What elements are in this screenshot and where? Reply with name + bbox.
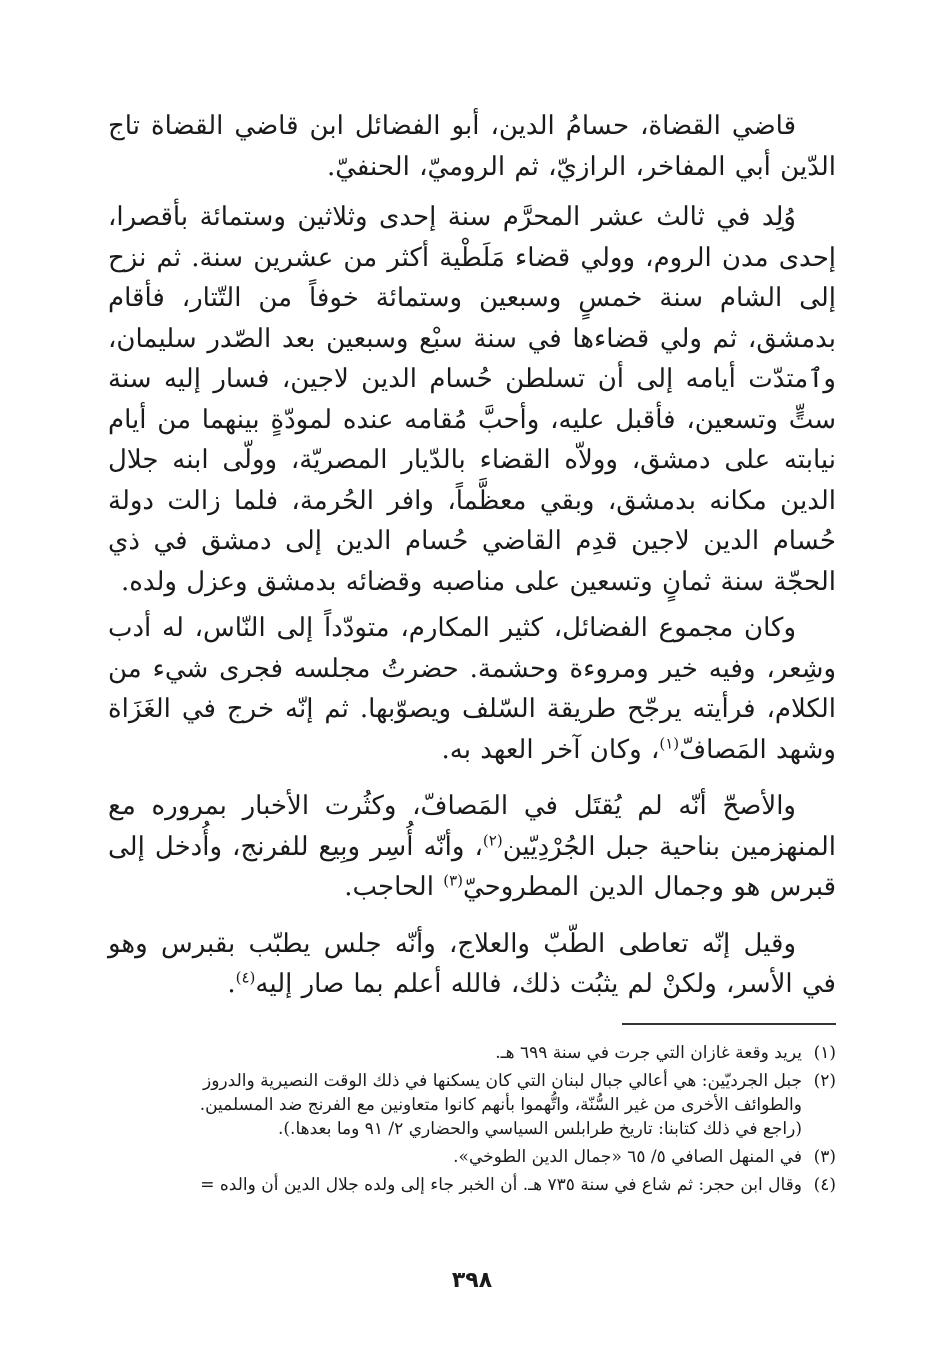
footnotes-section (108, 1023, 836, 1201)
paragraph-2-line-6: لمودّةٍ بينهما من أيام نيابته على دمشق، وولاّه القضاء بالدّيار المصريّة، وولّى (108, 404, 837, 475)
footnote-2 (108, 1069, 836, 1141)
footnote-number: (١) (813, 1043, 836, 1063)
page-number: ٣٩٨ (451, 1268, 493, 1293)
paragraph-2-line-3: خمسٍ وسبعين وستمائة خوفاً من التّتار، فأقام بدمشق، ثم ولي قضاءها في (108, 283, 837, 354)
paragraph-5 (108, 924, 836, 1005)
paragraph-3-line-1: وكان مجموع الفضائل، كثير المكارم، متودّداً إلى النّاس، له أدب (108, 613, 796, 643)
paragraph-5-line-2b: . (227, 969, 236, 999)
footnote-line: وقال ابن حجر: ثم شاع في سنة ٧٣٥ هـ. أن الخبر جاء إلى ولده جلال الدين أن والده = (200, 1175, 802, 1195)
paragraph-2-line-8: حُسام الدين لاجين قدِم القاضي حُسام الدين إلى دمشق في ذي الحجّة سنة (108, 526, 836, 597)
paragraph-4 (108, 786, 836, 908)
footnote-ref-1[interactable]: (١) (659, 733, 680, 752)
footnote-ref-3[interactable]: (٣) (443, 871, 463, 890)
footnote-4 (108, 1173, 836, 1197)
footnote-text (108, 1173, 802, 1197)
paragraph-3-line-4b: ، وكان آخر العهد به. (441, 734, 660, 765)
footnote-number: (٣) (813, 1147, 836, 1167)
paragraph-2 (108, 197, 836, 602)
footnote-line: جبل الجرديّين: هي أعالي جبال لبنان التي كان يسكنها في ذلك الوقت النصيرية والدروز (203, 1071, 802, 1091)
paragraph-4-line-2a: المنهزمين بناحية جبل الجُرْدِيّين (502, 831, 836, 862)
paragraph-4-line-2b: ، وأنّه أُسِر وبِيع للفرنج، وأُدخل إلى قبرس (108, 831, 836, 902)
footnote-separator (622, 1023, 836, 1025)
paragraph-3-line-3: فرأيته يرجّح طريقة السّلف ويصوّبها. ثم إنّه خرج في الغَزَاة وشهد (108, 694, 836, 765)
footnote-text (108, 1041, 802, 1065)
paragraph-3-line-2: وشِعر، وفيه خير ومروءة وحشمة. حضرتُ مجلسه فجرى شيء من الكلام، (108, 653, 836, 724)
book-page (108, 106, 836, 1356)
paragraph-2-line-4: سنة سبْع وسبعين بعد الصّدر سليمان، وٱمتدّت أيامه إلى أن تسلطن حُسام (108, 323, 836, 394)
footnote-text (108, 1069, 802, 1141)
paragraph-4-line-3b: الحاجب. (344, 872, 444, 902)
paragraph-2-line-9: ثمانٍ وتسعين على مناصبه وقضائه بدمشق وعزل ولده. (120, 566, 712, 597)
footnote-text (108, 1145, 802, 1169)
footnote-ref-2[interactable]: (٢) (482, 830, 503, 849)
paragraph-3-line-4a: المَصافّ (679, 734, 767, 765)
paragraph-2-line-5: الدين لاجين، فسار إليه سنة ستٍّ وتسعين، فأقبل عليه، وأحبَّ مُقامه عنده (108, 364, 837, 435)
paragraph-4-line-1: والأصحّ أنّه لم يُقتَل في المَصافّ، وكثُرت الأخبار بمروره مع (108, 791, 796, 821)
paragraph-2-line-7: ابنه جلال الدين مكانه بدمشق، وبقي معظَّماً، وافر الحُرمة، فلما زالت دولة (108, 445, 836, 516)
footnote-1 (108, 1041, 836, 1065)
paragraph-1-line-2: أبي المفاخر، الرازيّ، ثم الروميّ، الحنفيّ. (326, 151, 771, 182)
paragraph-1-line-1: قاضي القضاة، حسامُ الدين، أبو الفضائل ابن قاضي القضاة تاج الدّين (108, 111, 836, 182)
footnote-line: (راجع في ذلك كتابنا: تاريخ طرابلس السياسي والحضاري ٢/ ٩١ وما بعدها.). (278, 1119, 802, 1139)
paragraph-3 (108, 608, 836, 770)
footnote-number: (٢) (813, 1071, 836, 1091)
footnote-line: يريد وقعة غازان التي جرت في سنة ٦٩٩ هـ. (495, 1043, 802, 1063)
footnote-line: والطوائف الأخرى من غير السُّنّة، واتُّهموا بأنهم كانوا متعاونين مع الفرنج ضد المسلمين. (199, 1095, 802, 1115)
footnote-ref-4[interactable]: (٤) (235, 968, 256, 987)
paragraph-5-line-2a: الأسر، ولكنْ لم يثبُت ذلك، فالله أعلم بما صار إليه (255, 969, 793, 999)
paragraph-2-line-1: وُلِد في ثالث عشر المحرَّم سنة إحدى وثلاثين وستمائة بأقصرا، إحدى (108, 202, 836, 273)
footnote-3 (108, 1145, 836, 1169)
paragraph-5-line-1: وقيل إنّه تعاطى الطّبّ والعلاج، وأنّه جلس يطبّب بقبرس وهو في (108, 928, 836, 999)
paragraph-2-line-2: مدن الروم، وولي قضاء مَلَطْية أكثر من عشرين سنة. ثم نزح إلى الشام سنة (108, 242, 836, 313)
paragraph-4-line-3a: هو وجمال الدين المطروحيّ (462, 872, 761, 902)
footnote-number: (٤) (813, 1175, 836, 1195)
paragraph-1 (108, 106, 836, 187)
footnote-line: في المنهل الصافي ٥/ ٦٥ «جمال الدين الطوخي». (453, 1147, 802, 1167)
